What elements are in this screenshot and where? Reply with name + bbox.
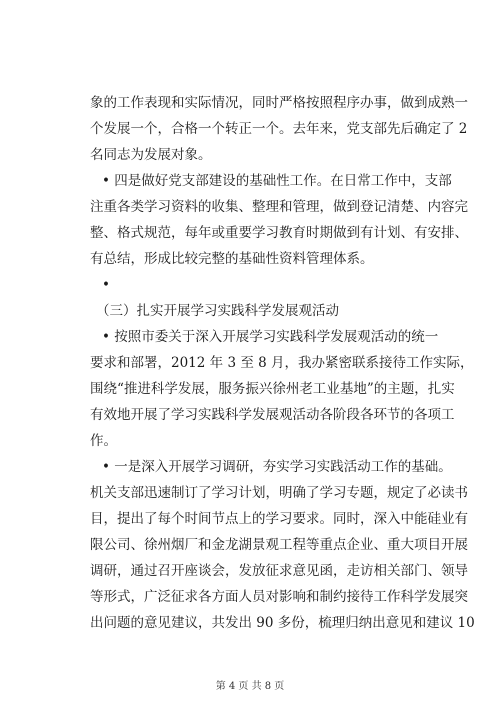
page-number-footer: 第 4 页 共 8 页: [215, 681, 285, 692]
text-line: • 按照市委关于深入开展学习实践科学发展观活动的统一: [102, 329, 439, 345]
text-line: 围绕“推进科学发展，服务振兴徐州老工业基地”的主题，扎实: [90, 381, 455, 397]
text-line: 注重各类学习资料的收集、整理和管理，做到登记清楚、内容完: [90, 199, 468, 215]
text-line: 目，提出了每个时间节点上的学习要求。同时，深入中能硅业有: [90, 511, 468, 527]
text-line: 名同志为发展对象。: [90, 147, 212, 163]
text-line: 有效地开展了学习实践科学发展观活动各阶段各环节的各项工: [90, 407, 455, 423]
text-line: 调研，通过召开座谈会，发放征求意见函，走访相关部门、领导: [90, 563, 468, 579]
text-line: 作。: [90, 433, 117, 449]
text-line: 要求和部署，2012 年 3 至 8 月，我办紧密联系接待工作实际，: [90, 355, 474, 371]
text-line: •: [102, 277, 110, 293]
section-heading: （三）扎实开展学习实践科学发展观活动: [96, 303, 339, 319]
text-line: 机关支部迅速制订了学习计划，明确了学习专题，规定了必读书: [90, 485, 468, 501]
text-line: 限公司、徐州烟厂和金龙湖景观工程等重点企业、重大项目开展: [90, 537, 468, 553]
text-line: • 四是做好党支部建设的基础性工作。在日常工作中，支部: [102, 173, 452, 189]
text-line: 象的工作表现和实际情况，同时严格按照程序办事，做到成熟一: [90, 95, 468, 111]
text-line: 出问题的意见建议，共发出 90 多份，梳理归纳出意见和建议 10: [90, 615, 475, 631]
text-line: 有总结，形成比较完整的基础性资料管理体系。: [90, 251, 374, 267]
text-line: 等形式，广泛征求各方面人员对影响和制约接待工作科学发展突: [90, 589, 468, 605]
text-line: 整、格式规范，每年或重要学习教育时期做到有计划、有安排、: [90, 225, 468, 241]
text-line: 个发展一个，合格一个转正一个。去年来，党支部先后确定了 2: [90, 121, 468, 137]
text-line: • 一是深入开展学习调研，夯实学习实践活动工作的基础。: [102, 459, 452, 475]
